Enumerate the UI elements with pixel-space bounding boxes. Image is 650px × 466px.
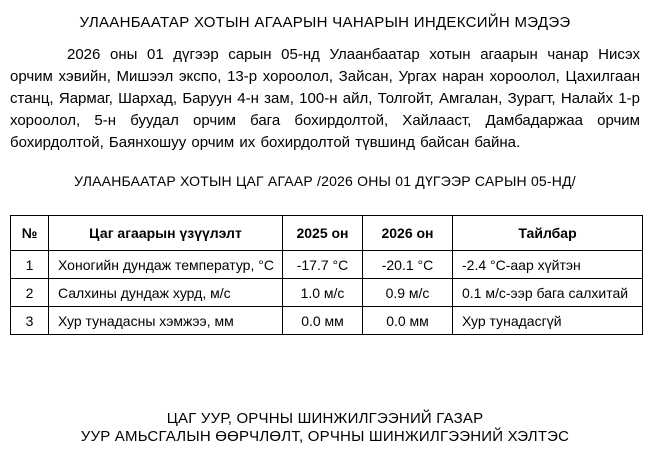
cell-2025-value: 0.0 мм: [283, 307, 363, 335]
cell-2025-value: -17.7 °С: [283, 251, 363, 279]
col-header-remark: Тайлбар: [453, 216, 643, 251]
footer-organization-line: ЦАГ УУР, ОРЧНЫ ШИНЖИЛГЭЭНИЙ ГАЗАР: [166, 410, 484, 427]
cell-2026-value: 0.9 м/с: [363, 279, 453, 307]
air-quality-summary-paragraph: 2026 оны 01 дүгээр сарын 05-нд Улаанбаатар хотын агаарын чанар Нисэх орчим хэвийн, Мишээл экспо, 13-р хороолол, Зайсан, Ургах наран хороолол, Цахилгаан станц, Яармаг, Шархад, Баруун 4-н зам, 100-н айл, Толгойт, Амгалан, Зурагт, Налайх 1-р хороолол, 5-н буудал орчим бага бохирдолтой, Хайлааст, Дамбадаржаа орчим бохирдолтой, Баянхошуу орчим их бохирдолтой түвшинд байсан байна.: [10, 46, 640, 151]
document-title: УЛААНБААТАР ХОТЫН АГААРЫН ЧАНАРЫН ИНДЕКСИЙН МЭДЭЭ: [79, 14, 571, 31]
weather-comparison-table: [10, 215, 643, 335]
footer-department-line: УУР АМЬСГАЛЫН ӨӨРЧЛӨЛТ, ОРЧНЫ ШИНЖИЛГЭЭНИЙ ХЭЛТЭС: [80, 428, 570, 445]
table-row: [11, 279, 643, 307]
document-footer: [10, 410, 640, 446]
cell-2025-value: 1.0 м/с: [283, 279, 363, 307]
cell-2026-value: 0.0 мм: [363, 307, 453, 335]
cell-row-number: 3: [11, 307, 49, 335]
col-header-year-2025: 2025 он: [283, 216, 363, 251]
cell-row-number: 1: [11, 251, 49, 279]
weather-section-title: УЛААНБААТАР ХОТЫН ЦАГ АГААР /2026 ОНЫ 01 ДҮГЭЭР САРЫН 05-НД/: [74, 173, 576, 189]
cell-indicator: Хур тунадасны хэмжээ, мм: [49, 307, 283, 335]
table-header-row: [11, 216, 643, 251]
col-header-indicator: Цаг агаарын үзүүлэлт: [49, 216, 283, 251]
col-header-year-2026: 2026 он: [363, 216, 453, 251]
cell-remark: -2.4 °С-аар хүйтэн: [453, 251, 643, 279]
table-row: [11, 307, 643, 335]
cell-2026-value: -20.1 °С: [363, 251, 453, 279]
col-header-number: №: [11, 216, 49, 251]
cell-indicator: Салхины дундаж хурд, м/с: [49, 279, 283, 307]
cell-indicator: Хоногийн дундаж температур, °С: [49, 251, 283, 279]
cell-remark: 0.1 м/с-ээр бага салхитай: [453, 279, 643, 307]
table-row: [11, 251, 643, 279]
cell-row-number: 2: [11, 279, 49, 307]
cell-remark: Хур тунадасгүй: [453, 307, 643, 335]
